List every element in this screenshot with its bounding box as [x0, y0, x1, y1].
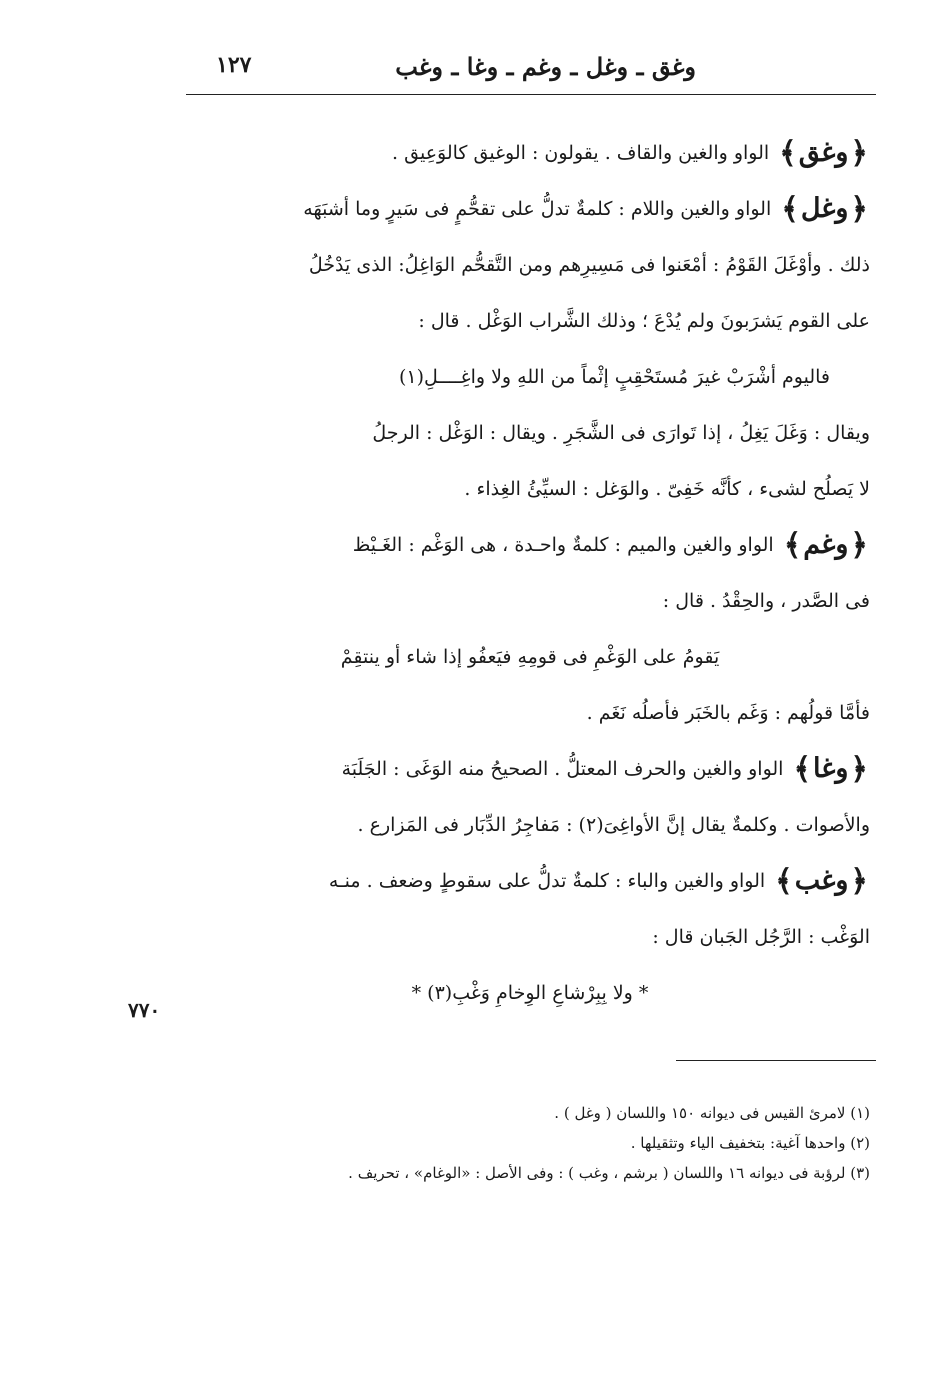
footnote: (١) لامرئ القيس فى ديوانه ١٥٠ واللسان ( وغل ) . [554, 1104, 870, 1122]
verse-line [190, 629, 870, 685]
footnotes [200, 1098, 870, 1188]
root-heading: ﴿ وغم ﴾ [783, 527, 868, 563]
footnote: (٣) لرؤبة فى ديوانه ١٦ واللسان ( برشم ، وغب ) : وفى الأصل : «الوغام» ، تحريف . [348, 1164, 870, 1182]
entry-text: الواو والغين والباء : كلمةٌ تدلُّ على سقوطٍ وضعف . منـه [328, 869, 766, 892]
root-heading: ﴿ وغا ﴾ [793, 751, 868, 787]
entry-line [190, 461, 870, 517]
entry-wghl [190, 181, 870, 517]
entry-line [190, 181, 870, 237]
root-heading: ﴿ وغق ﴾ [779, 135, 868, 171]
entry-wghb [190, 853, 870, 1021]
entry-text: الواو والغين والقاف . يقولون : الوغيق كالوَعِيق . [392, 141, 770, 164]
entry-text: ويقال : وَغَلَ يَغِلُ ، إذا تَوارَى فى الشَّجَرِ . ويقال : الوَغْل : الرجلُ [372, 421, 870, 444]
margin-number: ٧٧٠ [128, 998, 161, 1022]
entry-text: ذلك . وأوْغَلَ القَوْمُ : أمْعَنوا فى مَسِيرِهم ومن التَّقحُّم الوَاغِلُ: الذى يَدْخُلُ [308, 253, 870, 276]
entry-text: الواو والغين والميم : كلمةٌ واحـدة ، هى الوَغْم : الغَـيْظ [352, 533, 774, 556]
running-header [186, 48, 876, 88]
verse-text: يَقومُ على الوَغْمِ فى قومِهِ فيَعفُو إذا شاء أو ينتقِمْ [340, 645, 720, 668]
entry-wghm [190, 517, 870, 741]
header-rule [186, 94, 876, 95]
root-heading: ﴿ وغب ﴾ [775, 863, 868, 899]
entry-text: والأصوات . وكلمةٌ يقال إنَّ الأواغِىَ(٢) : مَفاجِرُ الدِّبَار فى المَزارع . [357, 813, 870, 836]
root-heading: ﴿ وغل ﴾ [781, 191, 868, 227]
page-body [190, 125, 870, 1021]
entry-line [190, 741, 870, 797]
entry-text: الواو والغين واللام : كلمةٌ تدلُّ على تقحُّمٍ فى سَيرٍ وما أشبَهَه [303, 197, 772, 220]
entry-text: فى الصَّدر ، والحِقْدُ . قال : [662, 589, 870, 612]
entry-line [190, 405, 870, 461]
entry-line [190, 125, 870, 181]
entry-text: الوَغْب : الرَّجُل الجَبان قال : [652, 925, 870, 948]
footnote: (٢) واحدها آغية: بتخفيف الياء وتثقيلها . [630, 1134, 870, 1152]
entry-line [190, 853, 870, 909]
entry-line [190, 797, 870, 853]
verse-line [190, 965, 870, 1021]
entry-text: فأمَّا قولُهم : وَغَم بالخَبَر فأصلُه نَغَم . [586, 701, 870, 724]
entry-text: لا يَصلُح لشىء ، كأنَّه خَفِىّ . والوَغل : السيِّئُ الغِذاء . [464, 477, 870, 500]
entry-line [190, 517, 870, 573]
verse-text: * ولا بِبِرْشاعِ الوِخامِ وَغْبِ(٣) * [411, 981, 649, 1004]
entry-line [190, 293, 870, 349]
footnote-rule [676, 1060, 876, 1061]
entry-line [190, 573, 870, 629]
verse-text: فاليوم أشْرَبْ غيرَ مُستَحْقِبٍ إثْماً من اللهِ ولا واغِــــلِ(١) [398, 365, 830, 388]
entry-line [190, 685, 870, 741]
entry-text: على القوم يَشرَبونَ ولم يُدْعَ ؛ وذلك الشَّراب الوَغْل . قال : [418, 309, 870, 332]
entry-line [190, 909, 870, 965]
entry-wgha [190, 741, 870, 853]
entry-line [190, 237, 870, 293]
page-number: ١٢٧ [216, 52, 252, 78]
entry-text: الواو والغين والحرف المعتلُّ . الصحيحُ منه الوَغَى : الجَلَبَة [341, 757, 784, 780]
entry-wghq [190, 125, 870, 181]
header-title: وغق ـ وغل ـ وغم ـ وغا ـ وغب [395, 52, 696, 81]
verse-line [190, 349, 870, 405]
